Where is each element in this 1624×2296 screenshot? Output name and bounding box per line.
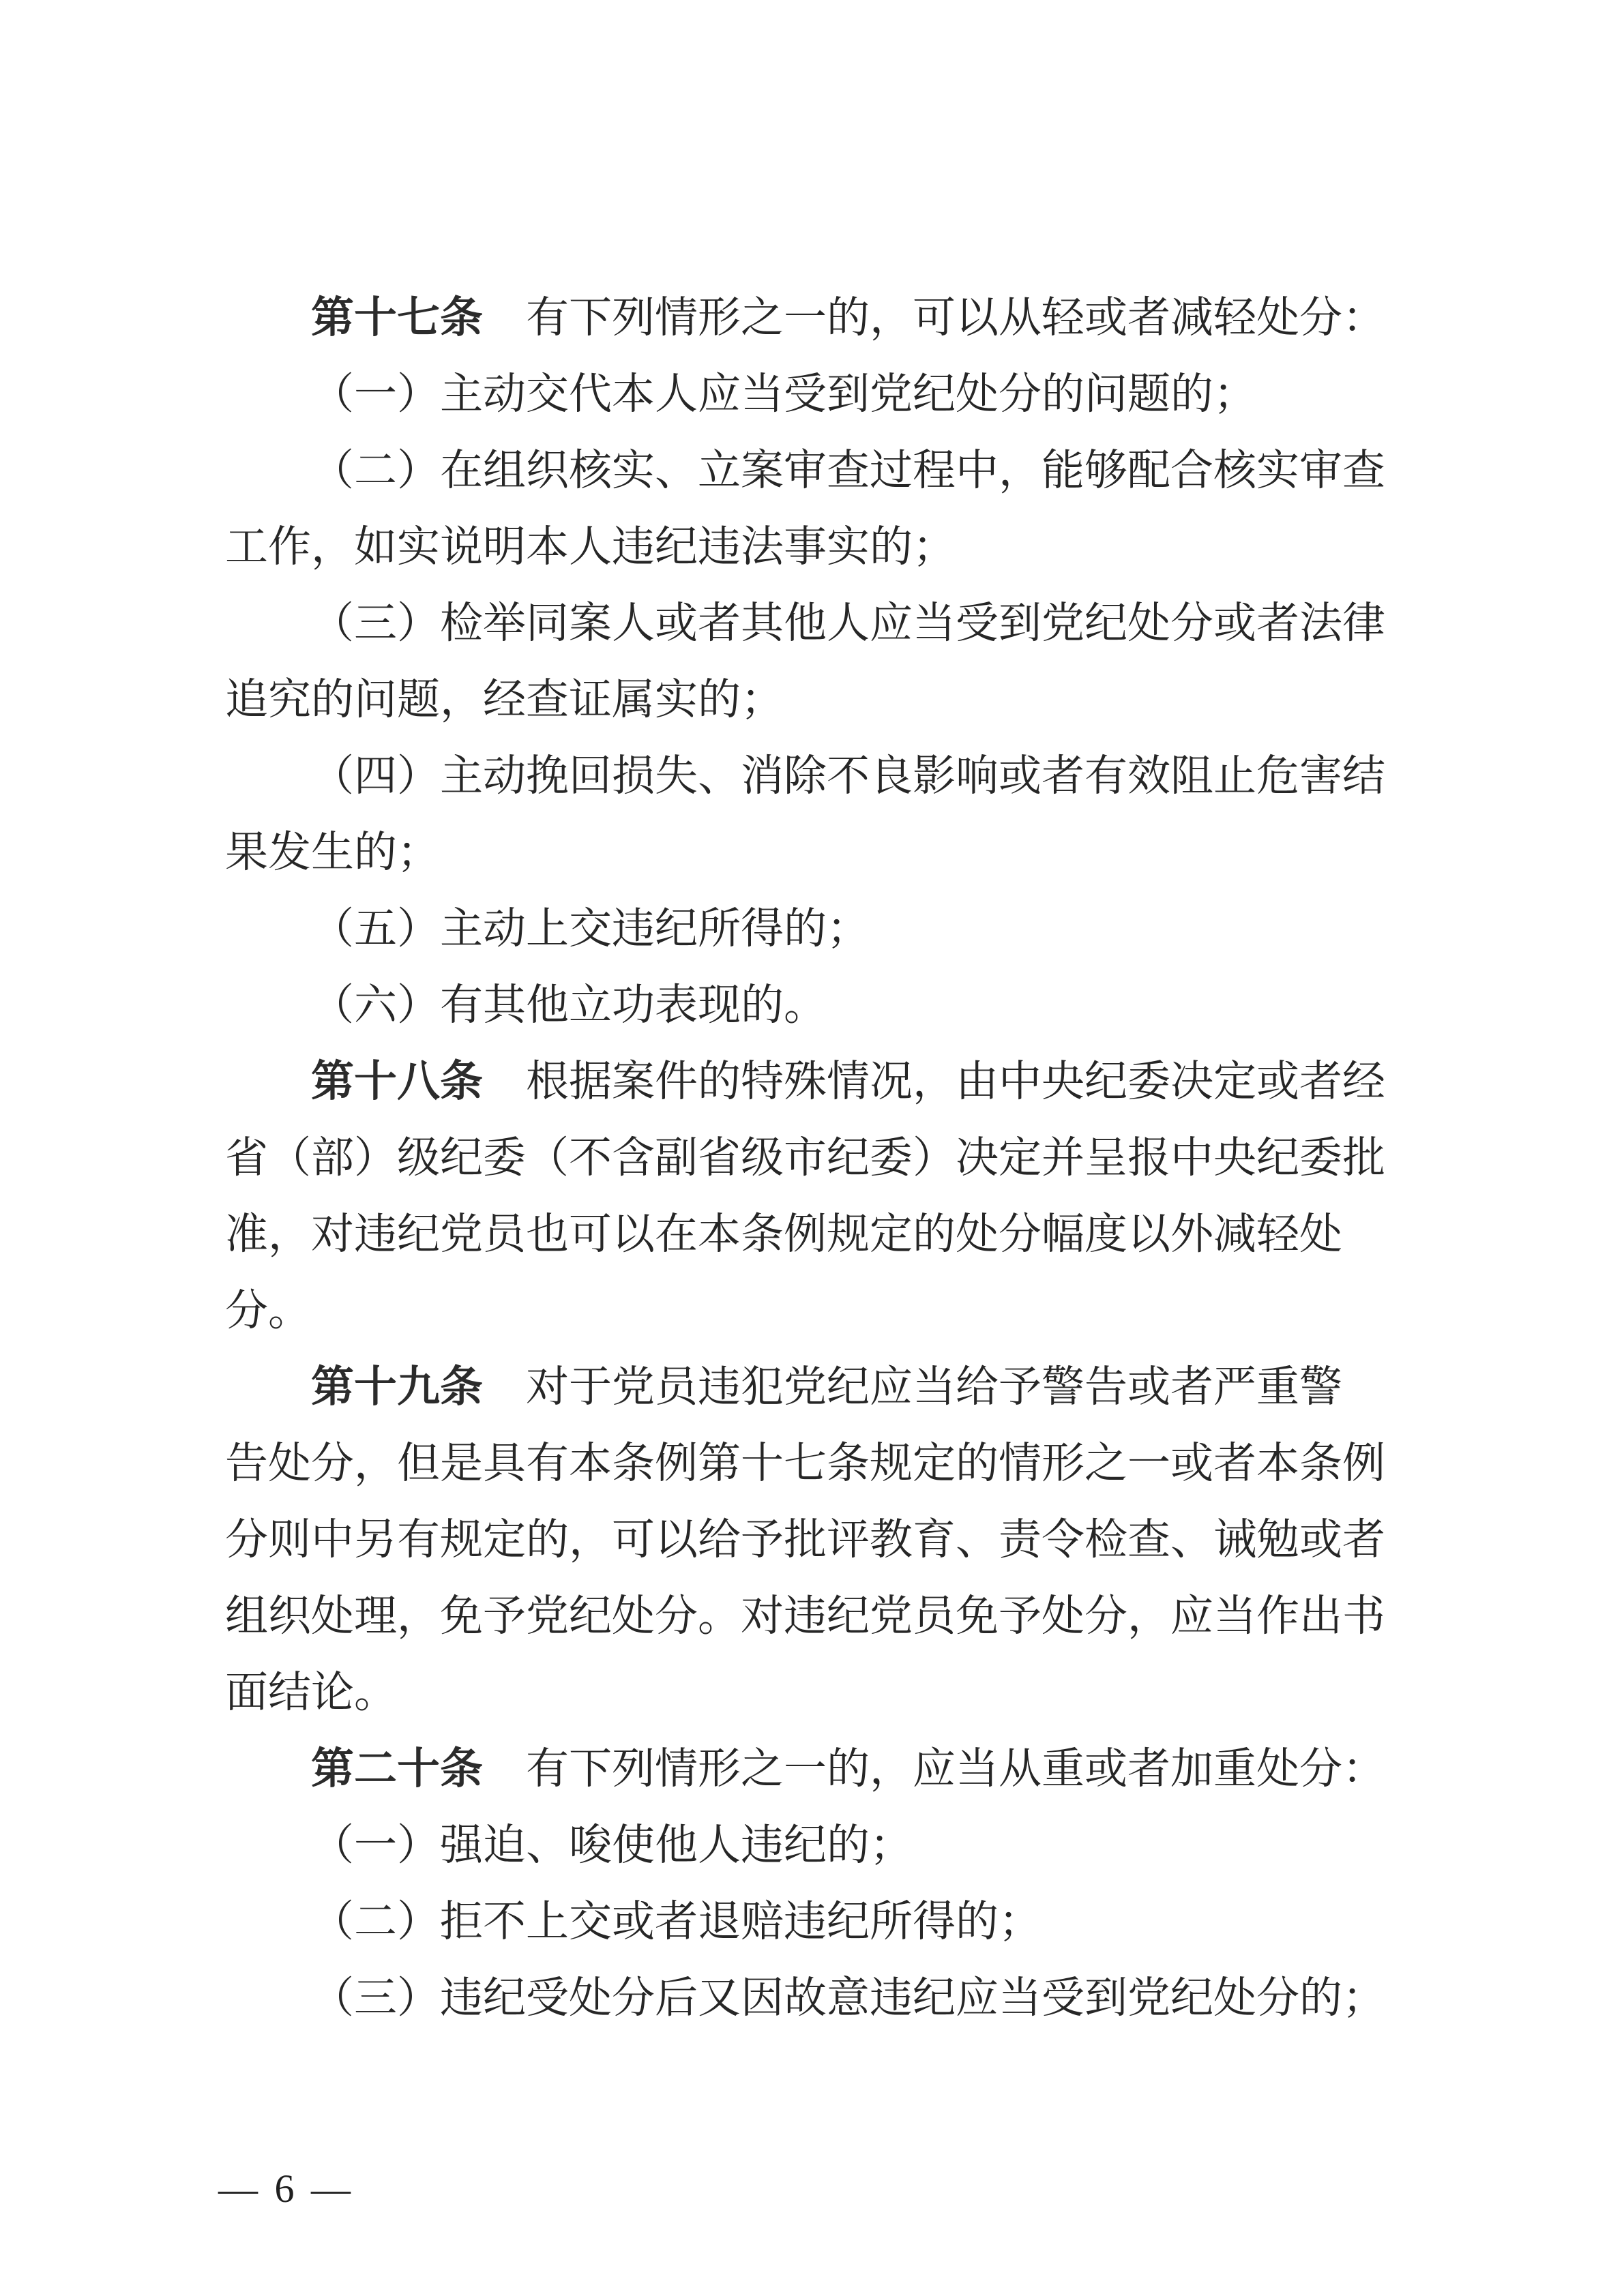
text-line [225, 1960, 1389, 2036]
text-line [225, 509, 1389, 585]
line-text: （二）拒不上交或者退赔违纪所得的； [311, 1898, 1042, 1945]
text-line [225, 1502, 1389, 1578]
line-text: （六）有其他立功表现的。 [311, 981, 827, 1029]
line-text: 追究的问题，经查证属实的； [225, 676, 784, 724]
text-line [225, 1196, 1389, 1272]
text-line [225, 280, 1389, 356]
text-line [225, 1578, 1389, 1654]
line-text: 准，对违纪党员也可以在本条例规定的处分幅度以外减轻处 [225, 1210, 1342, 1258]
article-number-heading: 第十九条 [311, 1363, 483, 1411]
line-text: （四）主动挽回损失、消除不良影响或者有效阻止危害结 [311, 752, 1385, 800]
line-text: 组织处理，免予党纪处分。对违纪党员免予处分，应当作出书 [225, 1592, 1385, 1640]
text-line [225, 1883, 1389, 1960]
line-text: 分则中另有规定的，可以给予批评教育、责令检查、诫勉或者 [225, 1516, 1385, 1564]
page-number-footer: — 6 — [218, 2166, 354, 2211]
text-line [225, 1349, 1389, 1425]
text-line [225, 891, 1389, 967]
text-line [225, 661, 1389, 738]
line-text: （五）主动上交违纪所得的； [311, 905, 870, 953]
line-text: （一）主动交代本人应当受到党纪处分的问题的； [311, 370, 1256, 418]
text-line [225, 1807, 1389, 1883]
text-line [225, 967, 1389, 1043]
text-line [225, 1425, 1389, 1502]
document-text-block [225, 280, 1389, 2036]
line-text: 面结论。 [225, 1669, 397, 1716]
line-text: 工作，如实说明本人违纪违法事实的； [225, 523, 956, 571]
text-line [225, 738, 1389, 814]
text-line [225, 1731, 1389, 1807]
text-line [225, 585, 1389, 661]
text-line [225, 1654, 1389, 1731]
line-text: 根据案件的特殊情况，由中央纪委决定或者经 [483, 1058, 1385, 1105]
text-line [225, 1043, 1389, 1120]
line-text: （一）强迫、唆使他人违纪的； [311, 1821, 913, 1869]
text-line [225, 814, 1389, 891]
article-number-heading: 第二十条 [311, 1745, 483, 1793]
line-text: 对于党员违犯党纪应当给予警告或者严重警 [483, 1363, 1342, 1411]
line-text: 有下列情形之一的，应当从重或者加重处分： [483, 1745, 1385, 1793]
line-text: 有下列情形之一的，可以从轻或者减轻处分： [483, 294, 1385, 342]
article-number-heading: 第十七条 [311, 294, 483, 342]
line-text: （三）违纪受处分后又因故意违纪应当受到党纪处分的； [311, 1974, 1385, 2022]
line-text: （二）在组织核实、立案审查过程中，能够配合核实审查 [311, 447, 1385, 494]
text-line [225, 1272, 1389, 1349]
line-text: （三）检举同案人或者其他人应当受到党纪处分或者法律 [311, 599, 1385, 647]
line-text: 果发生的； [225, 829, 440, 876]
text-line [225, 356, 1389, 432]
line-text: 告处分，但是具有本条例第十七条规定的情形之一或者本条例 [225, 1440, 1385, 1487]
line-text: 省（部）级纪委（不含副省级市纪委）决定并呈报中央纪委批 [225, 1134, 1385, 1182]
text-line [225, 1120, 1389, 1196]
article-number-heading: 第十八条 [311, 1058, 483, 1105]
text-line [225, 432, 1389, 509]
line-text: 分。 [225, 1287, 311, 1335]
